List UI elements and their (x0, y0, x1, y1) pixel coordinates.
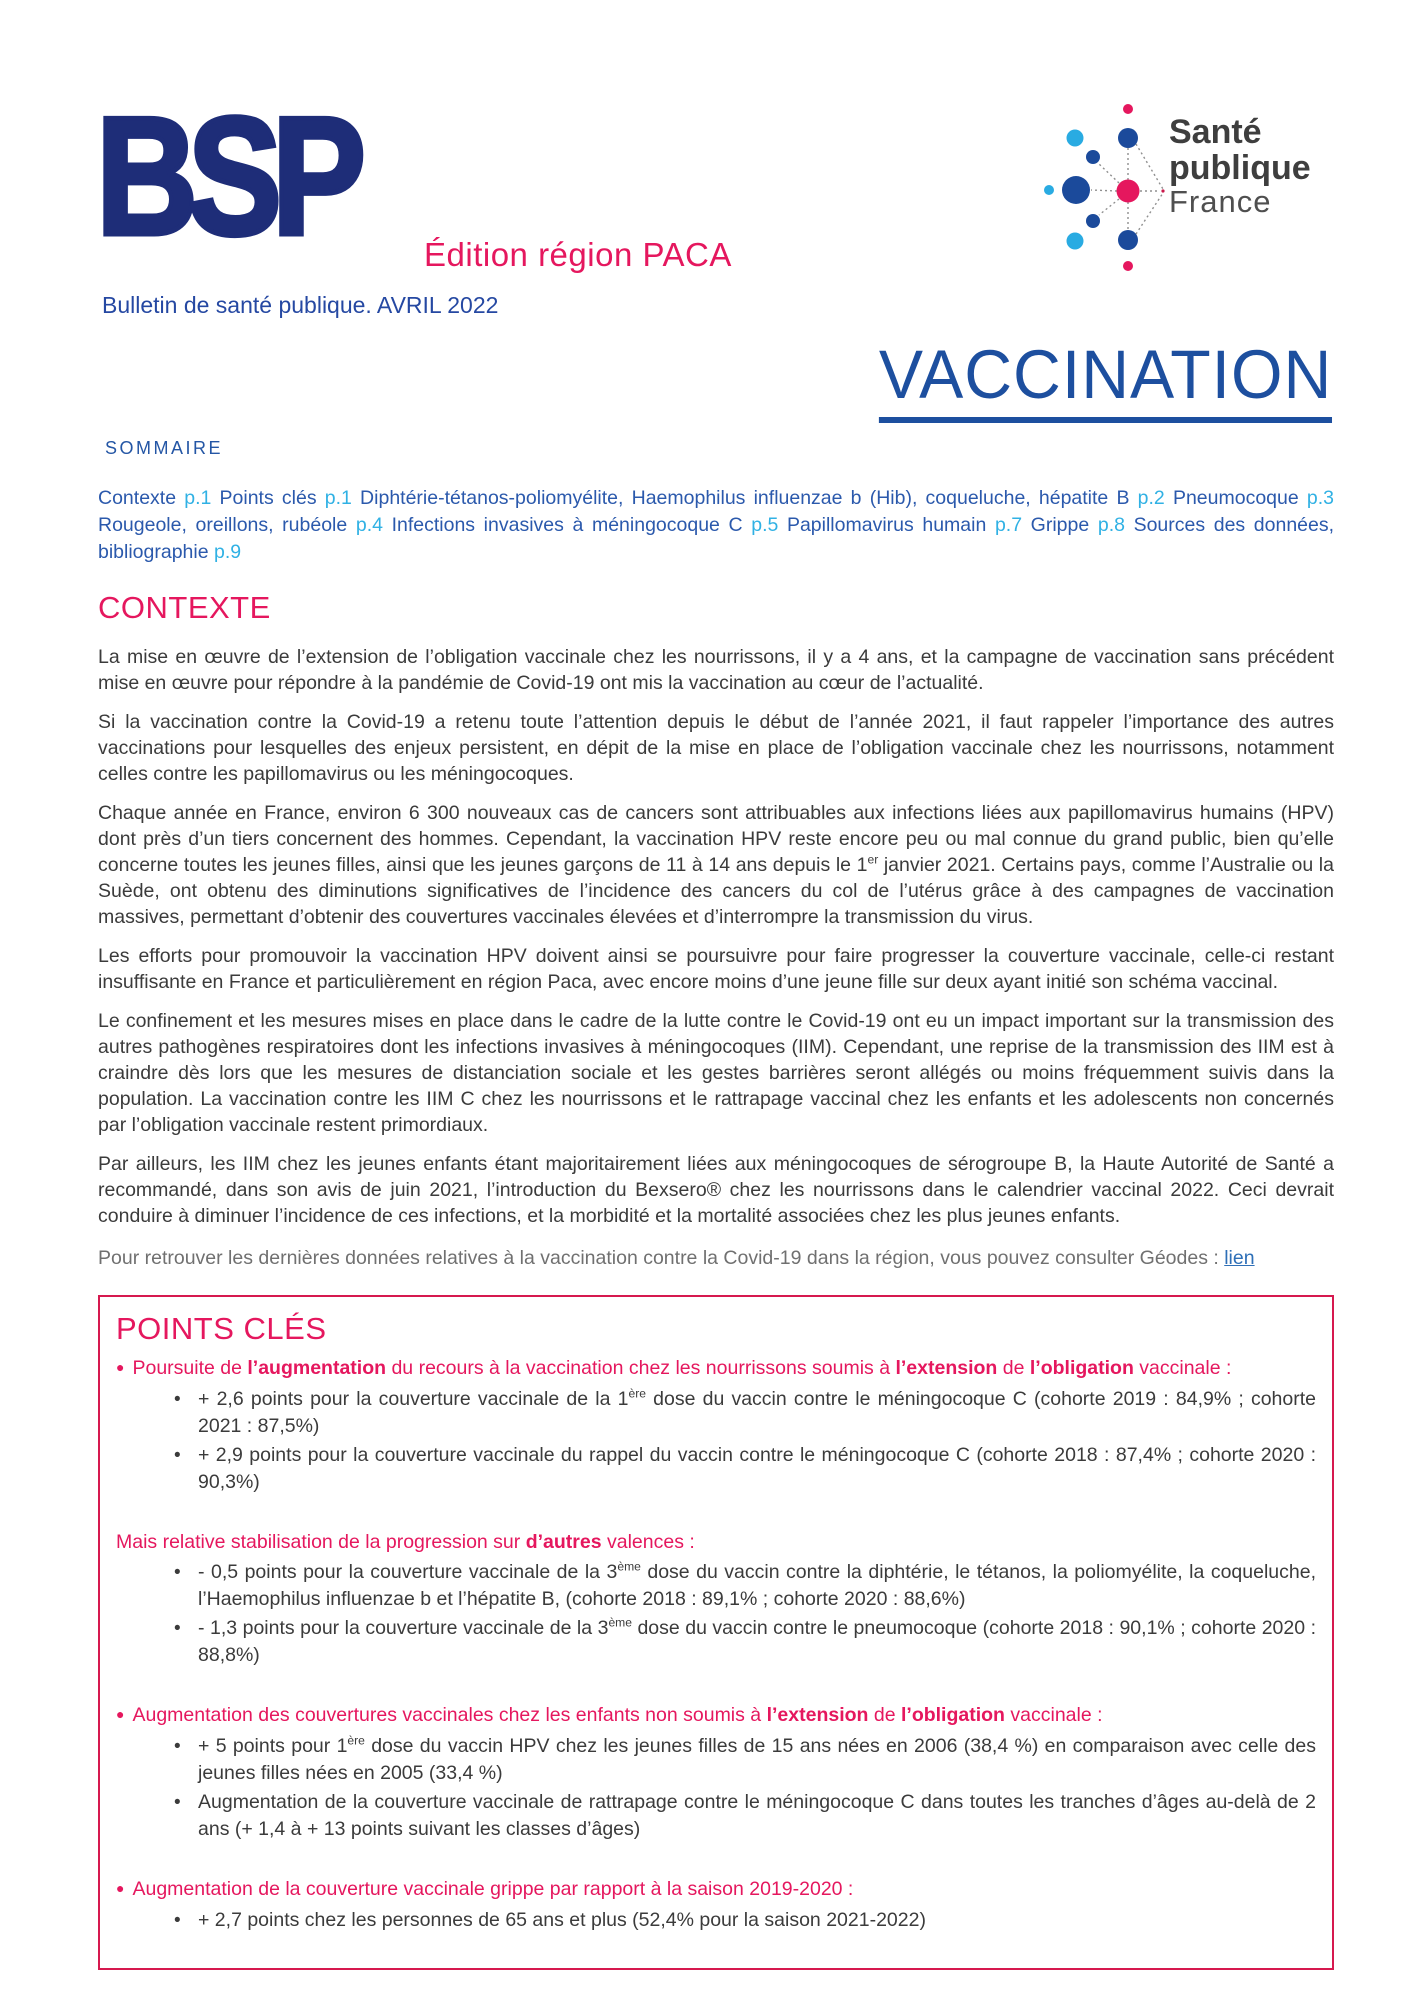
points-group-4 (116, 1876, 1316, 1934)
points-group-3-items (116, 1733, 1316, 1842)
text-segment: janvier 2021. Certains pays, comme l’Australie ou la Suède, ont obtenu des diminutions significatives de l’incidence des cancers du col de l’utérus grâce à des campagnes de vaccination massives, permettant d’obtenir des couvertures vaccinales élevées et d’interrompre la transmission du virus. (98, 854, 1334, 928)
text-segment: Chaque année en France, environ 6 300 nouveaux cas de cancers sont attribuables aux infections liées aux papillomavirus humains (HPV) dont près d’un tiers concernent des hommes. Cependant, la vaccination HPV reste encore peu ou mal connue du grand public, bien qu’elle concerne toutes les jeunes filles, ainsi que les jeunes garçons de 11 à 14 ans depuis le 1 (98, 802, 1334, 876)
bullet-dot-icon (116, 1357, 132, 1379)
list-item (168, 1907, 1316, 1934)
contexte-paragraph-1 (98, 644, 1334, 696)
bsp-logo: BSP (96, 82, 356, 270)
text-segment: vaccinale : (1004, 1704, 1103, 1726)
list-item (168, 1442, 1316, 1495)
text-segment: Augmentation de la couverture vaccinale grippe par rapport à la saison 2019-2020 : (132, 1878, 854, 1900)
list-bullet-icon (174, 1442, 181, 1470)
points-group-3 (116, 1702, 1316, 1842)
text-segment: dose du vaccin HPV chez les jeunes filles de 15 ans nées en 2006 (38,4 %) en comparaison avec celle des jeunes filles nées en 2005 (33,4 %) (198, 1735, 1316, 1784)
spf-text-line2: publique (1169, 149, 1311, 188)
points-group-2-lead (116, 1529, 1316, 1555)
points-group-1-lead (116, 1355, 1316, 1382)
spf-logo-text (1169, 114, 1311, 219)
text-segment: + 2,6 points pour la couverture vaccinale de la 1 (198, 1388, 629, 1410)
points-group-4-items (116, 1907, 1316, 1934)
points-cles-box (98, 1295, 1334, 1970)
text-segment: - 1,3 points pour la couverture vaccinale de la 3 (198, 1617, 609, 1639)
text-segment: Rougeole, oreillons, rubéole (98, 514, 356, 536)
text-segment: Le confinement et les mesures mises en place dans le cadre de la lutte contre le Covid-19 ont eu un impact important sur la transmission des autres pathogènes respiratoires dont les infections invasives à méningocoques (IIM). Cependant, une reprise de la transmission des IIM est à craindre dès lors que les mesures de distanciation sociale et les gestes barrières seront allégés ou moins fréquemment suivis dans la population. La vaccination contre les IIM C chez les nourrissons et le rattrapage vaccinal chez les enfants et les adolescents non concernés par l’obligation vaccinale restent primordiaux. (98, 1010, 1334, 1136)
points-cles-heading: POINTS CLÉS (116, 1311, 327, 1346)
text-segment: - 0,5 points pour la couverture vaccinale de la 3 (198, 1561, 618, 1583)
list-bullet-icon (174, 1789, 181, 1817)
text-segment: p.2 (1137, 487, 1165, 509)
text-segment: ème (617, 1559, 641, 1574)
text-segment: dose du vaccin contre la diphtérie, le tétanos, la poliomyélite, la coqueluche, l’Haemophilus influenzae b et l’hépatite B, (cohorte 2018 : 89,1% ; cohorte 2020 : 88,6%) (198, 1561, 1316, 1610)
text-segment: Par ailleurs, les IIM chez les jeunes enfants étant majoritairement liées aux méningocoques de sérogroupe B, la Haute Autorité de Santé a recommandé, dans son avis de juin 2021, l’introduction du Bexsero® chez les nourrissons dans le calendrier vaccinal 2022. Ceci devrait conduire à diminuer l’incidence de ces infections, et la morbidité et la mortalité associées chez les plus jeunes enfants. (98, 1153, 1334, 1227)
edition-label: Édition région PACA (424, 236, 732, 273)
list-bullet-icon (174, 1559, 181, 1587)
text-segment: de (997, 1357, 1030, 1379)
spf-text-line1: Santé (1169, 113, 1262, 151)
content-column (98, 438, 1334, 1970)
list-item (168, 1789, 1316, 1842)
text-segment: p.4 (355, 514, 383, 536)
bullet-dot-icon (116, 1878, 132, 1900)
text-segment: Les efforts pour promouvoir la vaccination HPV doivent ainsi se poursuivre pour faire progresser la couverture vaccinale, celle-ci restant insuffisante en France et particulièrement en région Paca, avec encore moins d’une jeune fille sur deux ayant initié son schéma vaccinal. (98, 945, 1334, 993)
text-segment: La mise en œuvre de l’extension de l’obligation vaccinale chez les nourrissons, il y a 4 ans, et la campagne de vaccination sans précédent mise en œuvre pour répondre à la pandémie de Covid-19 ont mis la vaccination au cœur de l’actualité. (98, 646, 1334, 694)
text-segment: dose du vaccin contre le méningocoque C (cohorte 2019 : 84,9% ; cohorte 2021 : 87,5%) (198, 1388, 1316, 1437)
text-segment: d’autres (525, 1531, 602, 1553)
text-segment: l’obligation (900, 1704, 1005, 1726)
text-segment: de (868, 1704, 901, 1726)
points-group-1-items (116, 1386, 1316, 1495)
text-segment: Mais relative stabilisation de la progression sur (116, 1531, 526, 1553)
text-segment: + 2,7 points chez les personnes de 65 ans et plus (52,4% pour la saison 2021-2022) (198, 1909, 926, 1931)
contexte-paragraph-4 (98, 943, 1334, 995)
text-segment: p.7 (994, 514, 1023, 536)
text-segment: vaccinale : (1133, 1357, 1232, 1379)
points-group-1 (116, 1355, 1316, 1495)
list-bullet-icon (174, 1615, 181, 1643)
list-item (168, 1386, 1316, 1439)
text-segment: p.1 (324, 487, 352, 509)
text-segment: Pour retrouver les dernières données relatives à la vaccination contre la Covid-19 dans la région, vous pouvez consulter Géodes : (98, 1247, 1225, 1269)
list-item (168, 1733, 1316, 1786)
text-segment: l’extension (766, 1704, 869, 1726)
text-segment: valences : (601, 1531, 695, 1553)
contexte-paragraph-2 (98, 709, 1334, 787)
text-segment: Diphtérie-tétanos-poliomyélite, Haemophilus influenzae b (Hib), coqueluche, hépatite B (351, 487, 1138, 509)
sommaire-entries (98, 485, 1334, 566)
list-bullet-icon (174, 1733, 181, 1761)
text-segment: p.9 (214, 541, 242, 563)
bullet-dot-icon (116, 1704, 132, 1726)
list-bullet-icon (174, 1907, 181, 1935)
text-segment: du recours à la vaccination chez les nourrissons soumis à (386, 1357, 896, 1379)
text-segment: dose du vaccin contre le pneumocoque (cohorte 2018 : 90,1% ; cohorte 2020 : 88,8%) (198, 1617, 1316, 1666)
sante-publique-france-logo (1033, 86, 1363, 286)
text-segment: Augmentation des couvertures vaccinales chez les enfants non soumis à (132, 1704, 767, 1726)
geodes-note (98, 1245, 1334, 1271)
list-item (168, 1559, 1316, 1612)
page-title: VACCINATION (879, 340, 1332, 423)
text-segment: l’obligation (1029, 1357, 1134, 1379)
geodes-link[interactable]: lien (1224, 1247, 1255, 1269)
text-segment: + 5 points pour 1 (198, 1735, 348, 1757)
text-segment: Augmentation de la couverture vaccinale de rattrapage contre le méningocoque C dans toutes les tranches d’âges au-delà de 2 ans (+ 1,4 à + 13 points suivant les classes d’âges) (198, 1791, 1316, 1840)
text-segment: ère (347, 1733, 365, 1748)
text-segment: p.5 (751, 514, 779, 536)
text-segment: + 2,9 points pour la couverture vaccinale du rappel du vaccin contre le méningocoque C (cohorte 2018 : 87,4% ; cohorte 2020 : 90,3%) (198, 1444, 1316, 1493)
sommaire-label: SOMMAIRE (105, 438, 224, 458)
points-group-3-lead (116, 1702, 1316, 1729)
text-segment: er (867, 852, 879, 867)
text-segment: Poursuite de (132, 1357, 248, 1379)
contexte-heading: CONTEXTE (98, 590, 271, 625)
text-segment: Infections invasives à méningocoque C (382, 514, 752, 536)
bulletin-subtitle: Bulletin de santé publique. AVRIL 2022 (102, 292, 499, 318)
text-segment: Points clés (211, 487, 325, 509)
list-bullet-icon (174, 1386, 181, 1414)
list-item (168, 1615, 1316, 1668)
text-segment: l’augmentation (247, 1357, 387, 1379)
points-group-2-items (116, 1559, 1316, 1668)
text-segment: Si la vaccination contre la Covid-19 a retenu toute l’attention depuis le début de l’année 2021, il faut rappeler l’importance des autres vaccinations pour lesquelles des enjeux persistent, en dépit de la mise en place de l’obligation vaccinale chez les nourrissons, notamment celles contre les papillomavirus ou les méningocoques. (98, 711, 1334, 785)
text-segment: p.1 (184, 487, 212, 509)
text-segment: p.8 (1097, 514, 1125, 536)
spf-dots-icon (1033, 86, 1183, 286)
text-segment: Papillomavirus humain (778, 514, 995, 536)
points-group-2 (116, 1529, 1316, 1668)
text-segment: Contexte (98, 487, 185, 509)
text-segment: Grippe (1022, 514, 1098, 536)
contexte-paragraph-3 (98, 800, 1334, 930)
text-segment: Pneumocoque (1164, 487, 1307, 509)
text-segment: l’extension (895, 1357, 998, 1379)
text-segment: ème (608, 1615, 632, 1630)
points-group-4-lead (116, 1876, 1316, 1903)
contexte-paragraph-6 (98, 1151, 1334, 1229)
text-segment: ère (628, 1386, 646, 1401)
contexte-paragraph-5 (98, 1008, 1334, 1138)
text-segment: p.3 (1306, 487, 1334, 509)
text-segment: Sources des données, bibliographie (98, 514, 1335, 563)
spf-text-line3: France (1169, 184, 1272, 220)
